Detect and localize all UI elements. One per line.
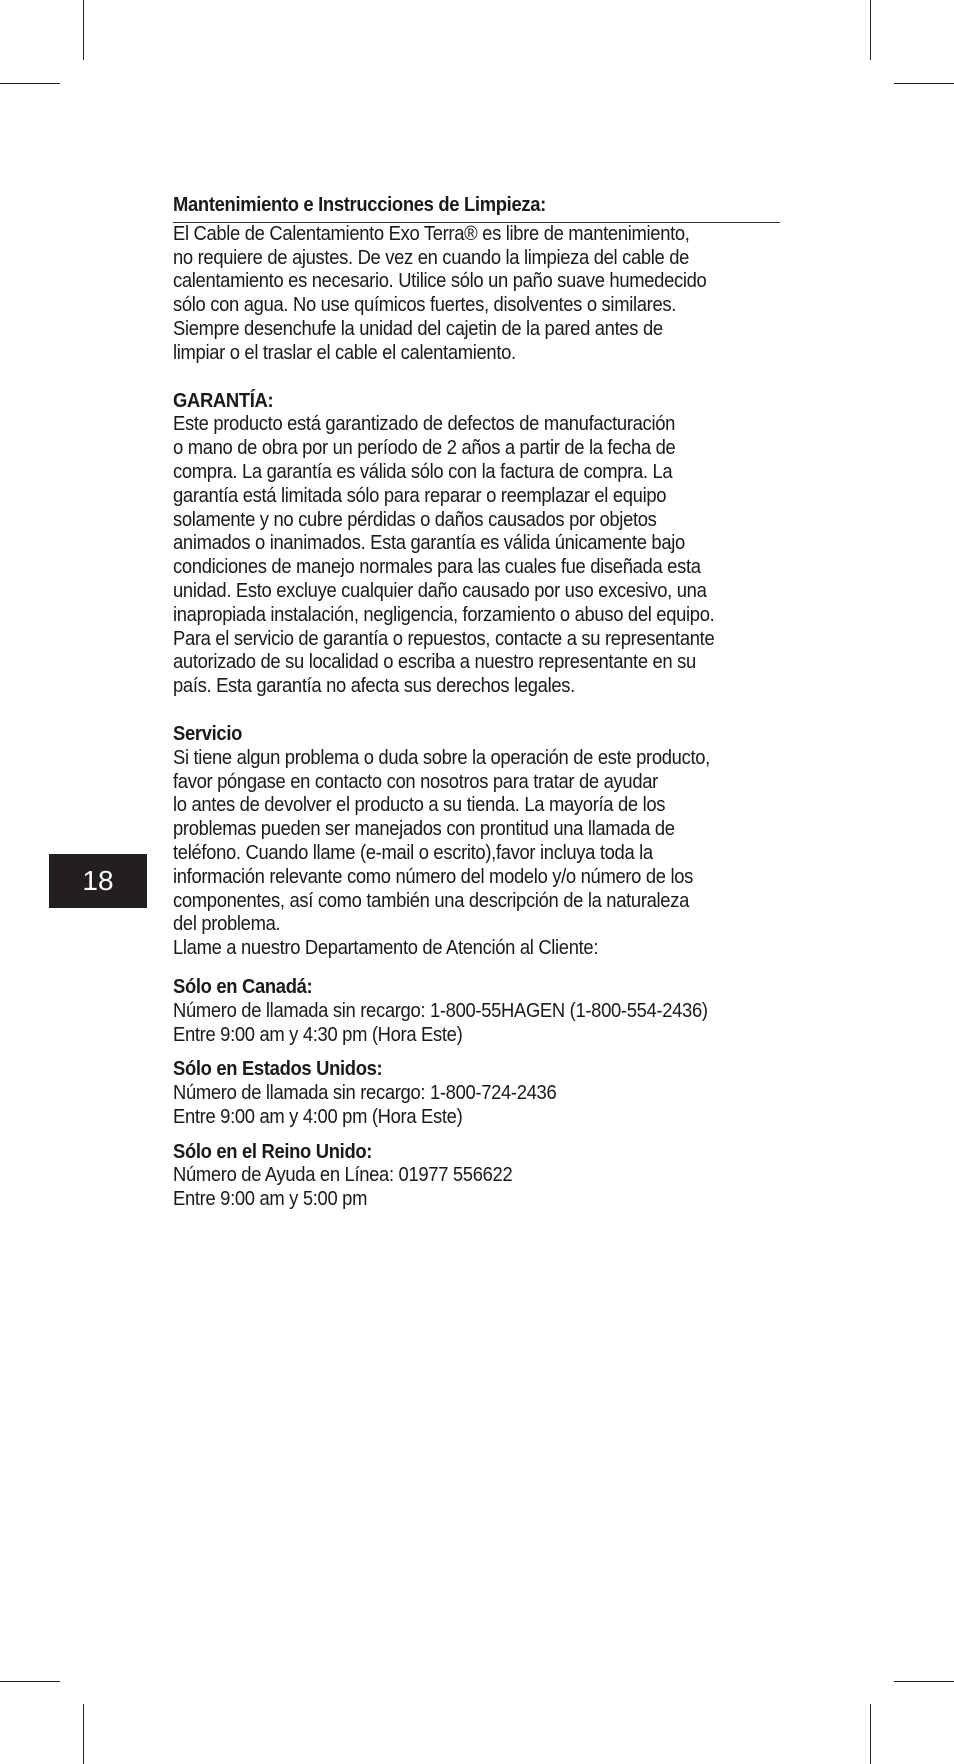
crop-mark [894,83,954,84]
text-line: del problema. [173,913,281,936]
text-line: lo antes de devolver el producto a su tienda. La mayoría de los [173,794,666,817]
text-line: Este producto está garantizado de defectos de manufacturación [173,413,676,436]
text-line: favor póngase en contacto con nosotros para tratar de ayudar [173,770,658,793]
page-number-tab: 18 [49,854,147,908]
contact-phone: Número de llamada sin recargo: 1-800-724-2436 [173,1082,557,1105]
crop-mark [870,1704,871,1764]
service-heading: Servicio [173,722,243,745]
contact-phone: Número de llamada sin recargo: 1-800-55HAGEN (1-800-554-2436) [173,999,708,1022]
text-line: solamente y no cubre pérdidas o daños causados por objetos [173,508,657,531]
text-line: país. Esta garantía no afecta sus derechos legales. [173,675,575,698]
maintenance-paragraph [173,223,732,366]
crop-mark [83,0,84,60]
crop-mark [870,0,871,60]
text-line: condiciones de manejo normales para las cuales fue diseñada esta [173,556,701,579]
crop-mark [894,1681,954,1682]
document-body [173,194,732,1212]
contact-hours: Entre 9:00 am y 4:30 pm (Hora Este) [173,1023,463,1046]
text-line: o mano de obra por un período de 2 años a partir de la fecha de [173,437,676,460]
text-line: calentamiento es necesario. Utilice sólo un paño suave humedecido [173,270,707,293]
text-line: garantía está limitada sólo para reparar o reemplazar el equipo [173,484,667,507]
crop-mark [83,1704,84,1764]
contact-heading: Sólo en Estados Unidos: [173,1058,383,1081]
warranty-heading: GARANTÍA: [173,389,274,412]
contact-hours: Entre 9:00 am y 5:00 pm [173,1188,368,1211]
text-line: sólo con agua. No use químicos fuertes, disolventes o similares. [173,294,677,317]
call-line: Llame a nuestro Departamento de Atención al Cliente: [173,937,599,960]
maintenance-title: Mantenimiento e Instrucciones de Limpieza: [173,194,780,223]
text-line: problemas pueden ser manejados con prontitud una llamada de [173,818,675,841]
text-line: autorizado de su localidad o escriba a nuestro representante en su [173,651,696,674]
text-line: componentes, así como también una descripción de la naturaleza [173,889,690,912]
contact-heading: Sólo en el Reino Unido: [173,1140,373,1163]
contact-usa [173,1058,732,1129]
warranty-section [173,390,732,699]
text-line: Para el servicio de garantía o repuestos, contacte a su representante [173,627,715,650]
text-line: El Cable de Calentamiento Exo Terra® es libre de mantenimiento, [173,222,690,245]
text-line: información relevante como número del modelo y/o número de los [173,865,694,888]
text-line: limpiar o el traslar el cable el calentamiento. [173,341,516,364]
text-line: Si tiene algun problema o duda sobre la operación de este producto, [173,746,710,769]
text-line: animados o inanimados. Esta garantía es válida únicamente bajo [173,532,685,555]
contact-canada [173,976,732,1047]
contact-uk [173,1141,732,1212]
text-line: no requiere de ajustes. De vez en cuando la limpieza del cable de [173,246,690,269]
text-line: Siempre desenchufe la unidad del cajetin de la pared antes de [173,317,663,340]
service-section [173,723,732,937]
text-line: unidad. Esto excluye cualquier daño causado por uso excesivo, una [173,579,707,602]
contact-heading: Sólo en Canadá: [173,975,313,998]
text-line: teléfono. Cuando llame (e-mail o escrito),favor incluya toda la [173,841,653,864]
text-line: compra. La garantía es válida sólo con la factura de compra. La [173,460,673,483]
contact-hours: Entre 9:00 am y 4:00 pm (Hora Este) [173,1105,463,1128]
contact-phone: Número de Ayuda en Línea: 01977 556622 [173,1164,513,1187]
text-line: inapropiada instalación, negligencia, forzamiento o abuso del equipo. [173,603,715,626]
crop-mark [0,1681,60,1682]
crop-mark [0,83,60,84]
